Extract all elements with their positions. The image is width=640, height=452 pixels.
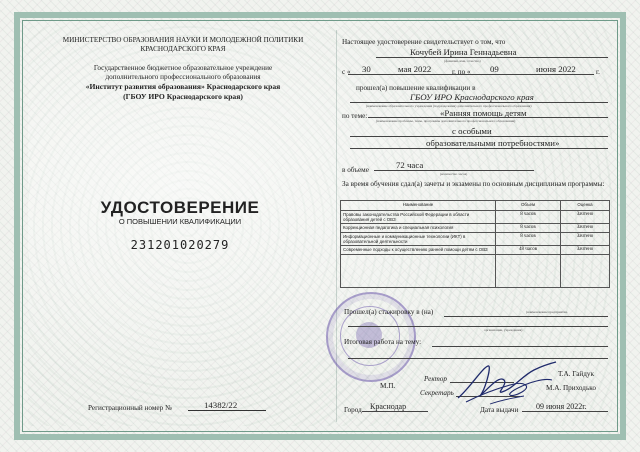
subject-name: Информационные и коммуникационные технологии (ИКТ) в образовательной деятельности (341, 232, 496, 245)
table-header-row (341, 201, 610, 211)
period-month-to: июня 2022 (536, 64, 576, 74)
subject-grade: Зачтено (561, 211, 610, 224)
registration-number: 14382/22 (204, 400, 238, 410)
internship-label: Прошел(а) стажировку в (на) (344, 308, 434, 316)
topic-caption: (наименование проблемы, темы, программы дополнительного профессионального образования) (376, 119, 516, 123)
rector-label: Ректор (424, 375, 447, 383)
internship-caption-2: организации, учреждения) (484, 328, 523, 332)
certificate-number: 231201020279 (130, 238, 230, 252)
passed-text: прошел(а) повышение квалификации в (356, 84, 476, 92)
topic-line-1: «Ранняя помощь детям (440, 108, 527, 118)
name-underline (376, 57, 608, 58)
topic-underline (350, 136, 608, 137)
institution-line: Государственное бюджетное образовательное учреждение (93, 64, 273, 72)
topic-line-3: образовательными потребностями» (426, 138, 560, 148)
left-page (28, 26, 332, 426)
volume-caption: (количество часов) (440, 172, 468, 176)
exams-text: За время обучения сдал(а) зачеты и экзамены по основным дисциплинам программы: (342, 180, 605, 188)
internship-underline (444, 316, 608, 317)
intro-text: Настоящее удостоверение свидетельствует о том, что (342, 38, 506, 46)
subject-hours: 8 часов (496, 232, 561, 245)
issue-date-value: 09 июня 2022г. (536, 402, 587, 411)
subject-grade: Зачтено (561, 246, 610, 255)
subject-hours: 8 часов (496, 211, 561, 224)
column-header-name: Наименование (341, 201, 496, 211)
table-row (341, 211, 610, 224)
subject-name: Правовы законодательства Российской Федерации в области образования детей с ОВЗ (341, 211, 496, 224)
city-underline (362, 411, 428, 412)
internship-underline-2 (348, 326, 608, 327)
period-day-to: 09 (490, 64, 499, 74)
rector-name: Т.А. Гайдук (558, 370, 595, 378)
city-value: Краснодар (370, 402, 407, 411)
volume-label: в объеме (342, 166, 369, 174)
topic-underline (350, 148, 608, 149)
period-day-from: 30 (362, 64, 371, 74)
topic-label: по теме: (342, 112, 368, 120)
program-table (340, 200, 610, 288)
subject-hours: 8 часов (496, 224, 561, 233)
document-subtitle: О ПОВЫШЕНИИ КВАЛИФИКАЦИИ (118, 217, 242, 226)
volume-value: 72 часа (396, 160, 424, 170)
volume-underline (374, 170, 534, 171)
registration-label: Регистрационный номер № (88, 404, 172, 412)
table-row (341, 232, 610, 245)
table-row (341, 246, 610, 255)
institution-line: дополнительного профессионального образования (105, 73, 261, 81)
subject-grade: Зачтено (561, 224, 610, 233)
certificate-body (28, 26, 612, 426)
institution-name: «Институт развития образования» Краснодарского края (85, 82, 281, 91)
final-work-label: Итоговая работа на тему: (344, 338, 422, 346)
right-page (340, 26, 612, 426)
topic-underline (368, 117, 608, 118)
period-month-from: мая 2022 (398, 64, 432, 74)
final-work-underline (432, 346, 608, 347)
city-label: Город (344, 406, 362, 414)
table-row-empty (341, 254, 610, 287)
registration-underline (188, 410, 266, 411)
organization-underline (350, 102, 608, 103)
institution-block (46, 64, 320, 102)
secretary-label: Секретарь (420, 389, 454, 397)
period-underline (348, 74, 594, 75)
signature-graphic (452, 358, 562, 408)
column-header-grade: Оценка (561, 201, 610, 211)
period-to-prefix: г. по « (452, 68, 471, 76)
ministry-heading: МИНИСТЕРСТВО ОБРАЗОВАНИЯ НАУКИ И МОЛОДЕЖНОЙ ПОЛИТИКИ КРАСНОДАРСКОГО КРАЯ (62, 36, 304, 53)
period-year-suffix: г. (596, 68, 600, 76)
subject-name: Коррекционная педагогика и специальная психология (341, 224, 496, 233)
column-header-volume: Объем (496, 201, 561, 211)
subject-hours: 48 часов (496, 246, 561, 255)
table-row (341, 224, 610, 233)
topic-line-2: с особыми (452, 126, 492, 136)
organization-caption: (наименование образовательного учреждения (подразделения) дополнительного профессионального образования) (366, 104, 532, 108)
secretary-name: М.А. Приходько (546, 384, 596, 392)
seal-place-mark: М.П. (380, 382, 396, 390)
organization-name: ГБОУ ИРО Краснодарского края (410, 92, 534, 102)
issue-date-label: Дата выдачи (480, 406, 519, 414)
subject-grade: Зачтено (561, 232, 610, 245)
document-title: УДОСТОВЕРЕНИЕ (100, 198, 260, 217)
period-from-prefix: с « (342, 68, 351, 76)
issue-date-underline (522, 411, 608, 412)
institution-short-name: (ГБОУ ИРО Краснодарского края) (123, 92, 243, 101)
holder-full-name: Кочубей Ирина Геннадьевна (410, 47, 517, 57)
subject-name: Современные подходы к осуществлению ранней помощи детям с ОВЗ (341, 246, 496, 255)
name-caption: (фамилия, имя, отчество) (444, 59, 481, 63)
official-seal-stamp (326, 292, 416, 382)
internship-caption-1: (наименование предприятия, (526, 310, 568, 314)
